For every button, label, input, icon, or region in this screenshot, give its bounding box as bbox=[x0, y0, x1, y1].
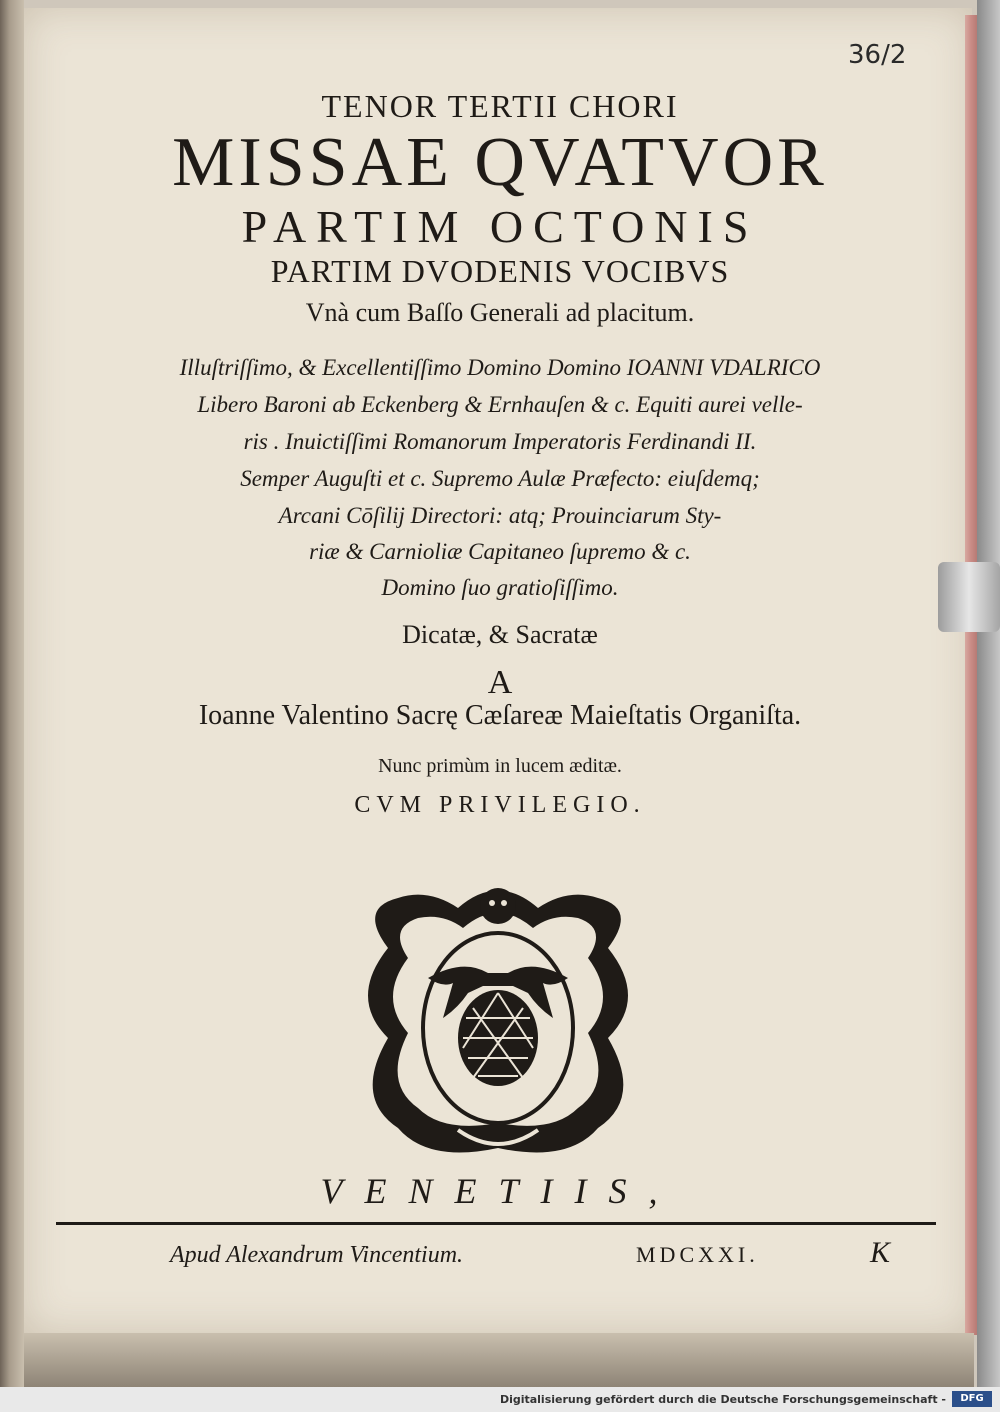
imprint-year: MDCXXI. bbox=[636, 1242, 759, 1267]
imprint-printer: Apud Alexandrum Vincentium. bbox=[170, 1242, 464, 1268]
title-line-1: TENOR TERTII CHORI bbox=[321, 88, 679, 124]
title-line-4: PARTIM DVODENIS VOCIBVS bbox=[270, 253, 730, 289]
dedication-line-3: ris . Inuictiſſimi Romanorum Imperatoris Ferdinandi II. bbox=[243, 429, 757, 454]
horizontal-rule bbox=[56, 1222, 936, 1225]
dedication-line-1: Illuſtriſſimo, & Excellentiſſimo Domino Domino IOANNI VDALRICO bbox=[179, 355, 821, 380]
title-line-3: PARTIM OCTONIS bbox=[241, 201, 759, 252]
dicatae-line: Dicatæ, & Sacratæ bbox=[402, 620, 598, 649]
title-line-5: Vnà cum Baſſo Generali ad placitum. bbox=[305, 298, 695, 327]
dedication-line-2: Libero Baroni ab Eckenberg & Ernhauſen & c. Equiti aurei velle- bbox=[197, 392, 803, 417]
dfg-logo: DFG bbox=[952, 1391, 992, 1407]
shelfmark: 36/2 bbox=[848, 40, 907, 70]
privilegio-line: CVM PRIVILEGIO. bbox=[354, 792, 646, 818]
dedication-line-7: Domino ſuo gratioſiſſimo. bbox=[381, 575, 619, 600]
editae-line: Nunc primùm in lucem æditæ. bbox=[378, 755, 622, 777]
title-line-2: MISSAE QVATVOR bbox=[172, 124, 828, 201]
signature-mark: K bbox=[870, 1236, 891, 1269]
book-bottom-edge bbox=[24, 1333, 974, 1387]
author-line: Ioanne Valentino Sacrę Cæſareæ Maieſtatis Organiſta. bbox=[198, 700, 802, 731]
printer-device-emblem bbox=[348, 868, 648, 1168]
dedication-line-4: Semper Auguſti et c. Supremo Aulæ Præfecto: eiuſdemq; bbox=[240, 466, 760, 491]
dedication-line-5: Arcani Cōſilij Directori: atq; Prouinciarum Sty- bbox=[278, 503, 722, 528]
funding-credit: Digitalisierung gefördert durch die Deutsche Forschungsgemeinschaft - bbox=[499, 1393, 946, 1406]
dedication-line-6: riæ & Carnioliæ Capitaneo ſupremo & c. bbox=[309, 539, 691, 564]
a-line: A bbox=[487, 664, 513, 701]
place-of-publication: VENETIIS, bbox=[320, 1171, 680, 1211]
